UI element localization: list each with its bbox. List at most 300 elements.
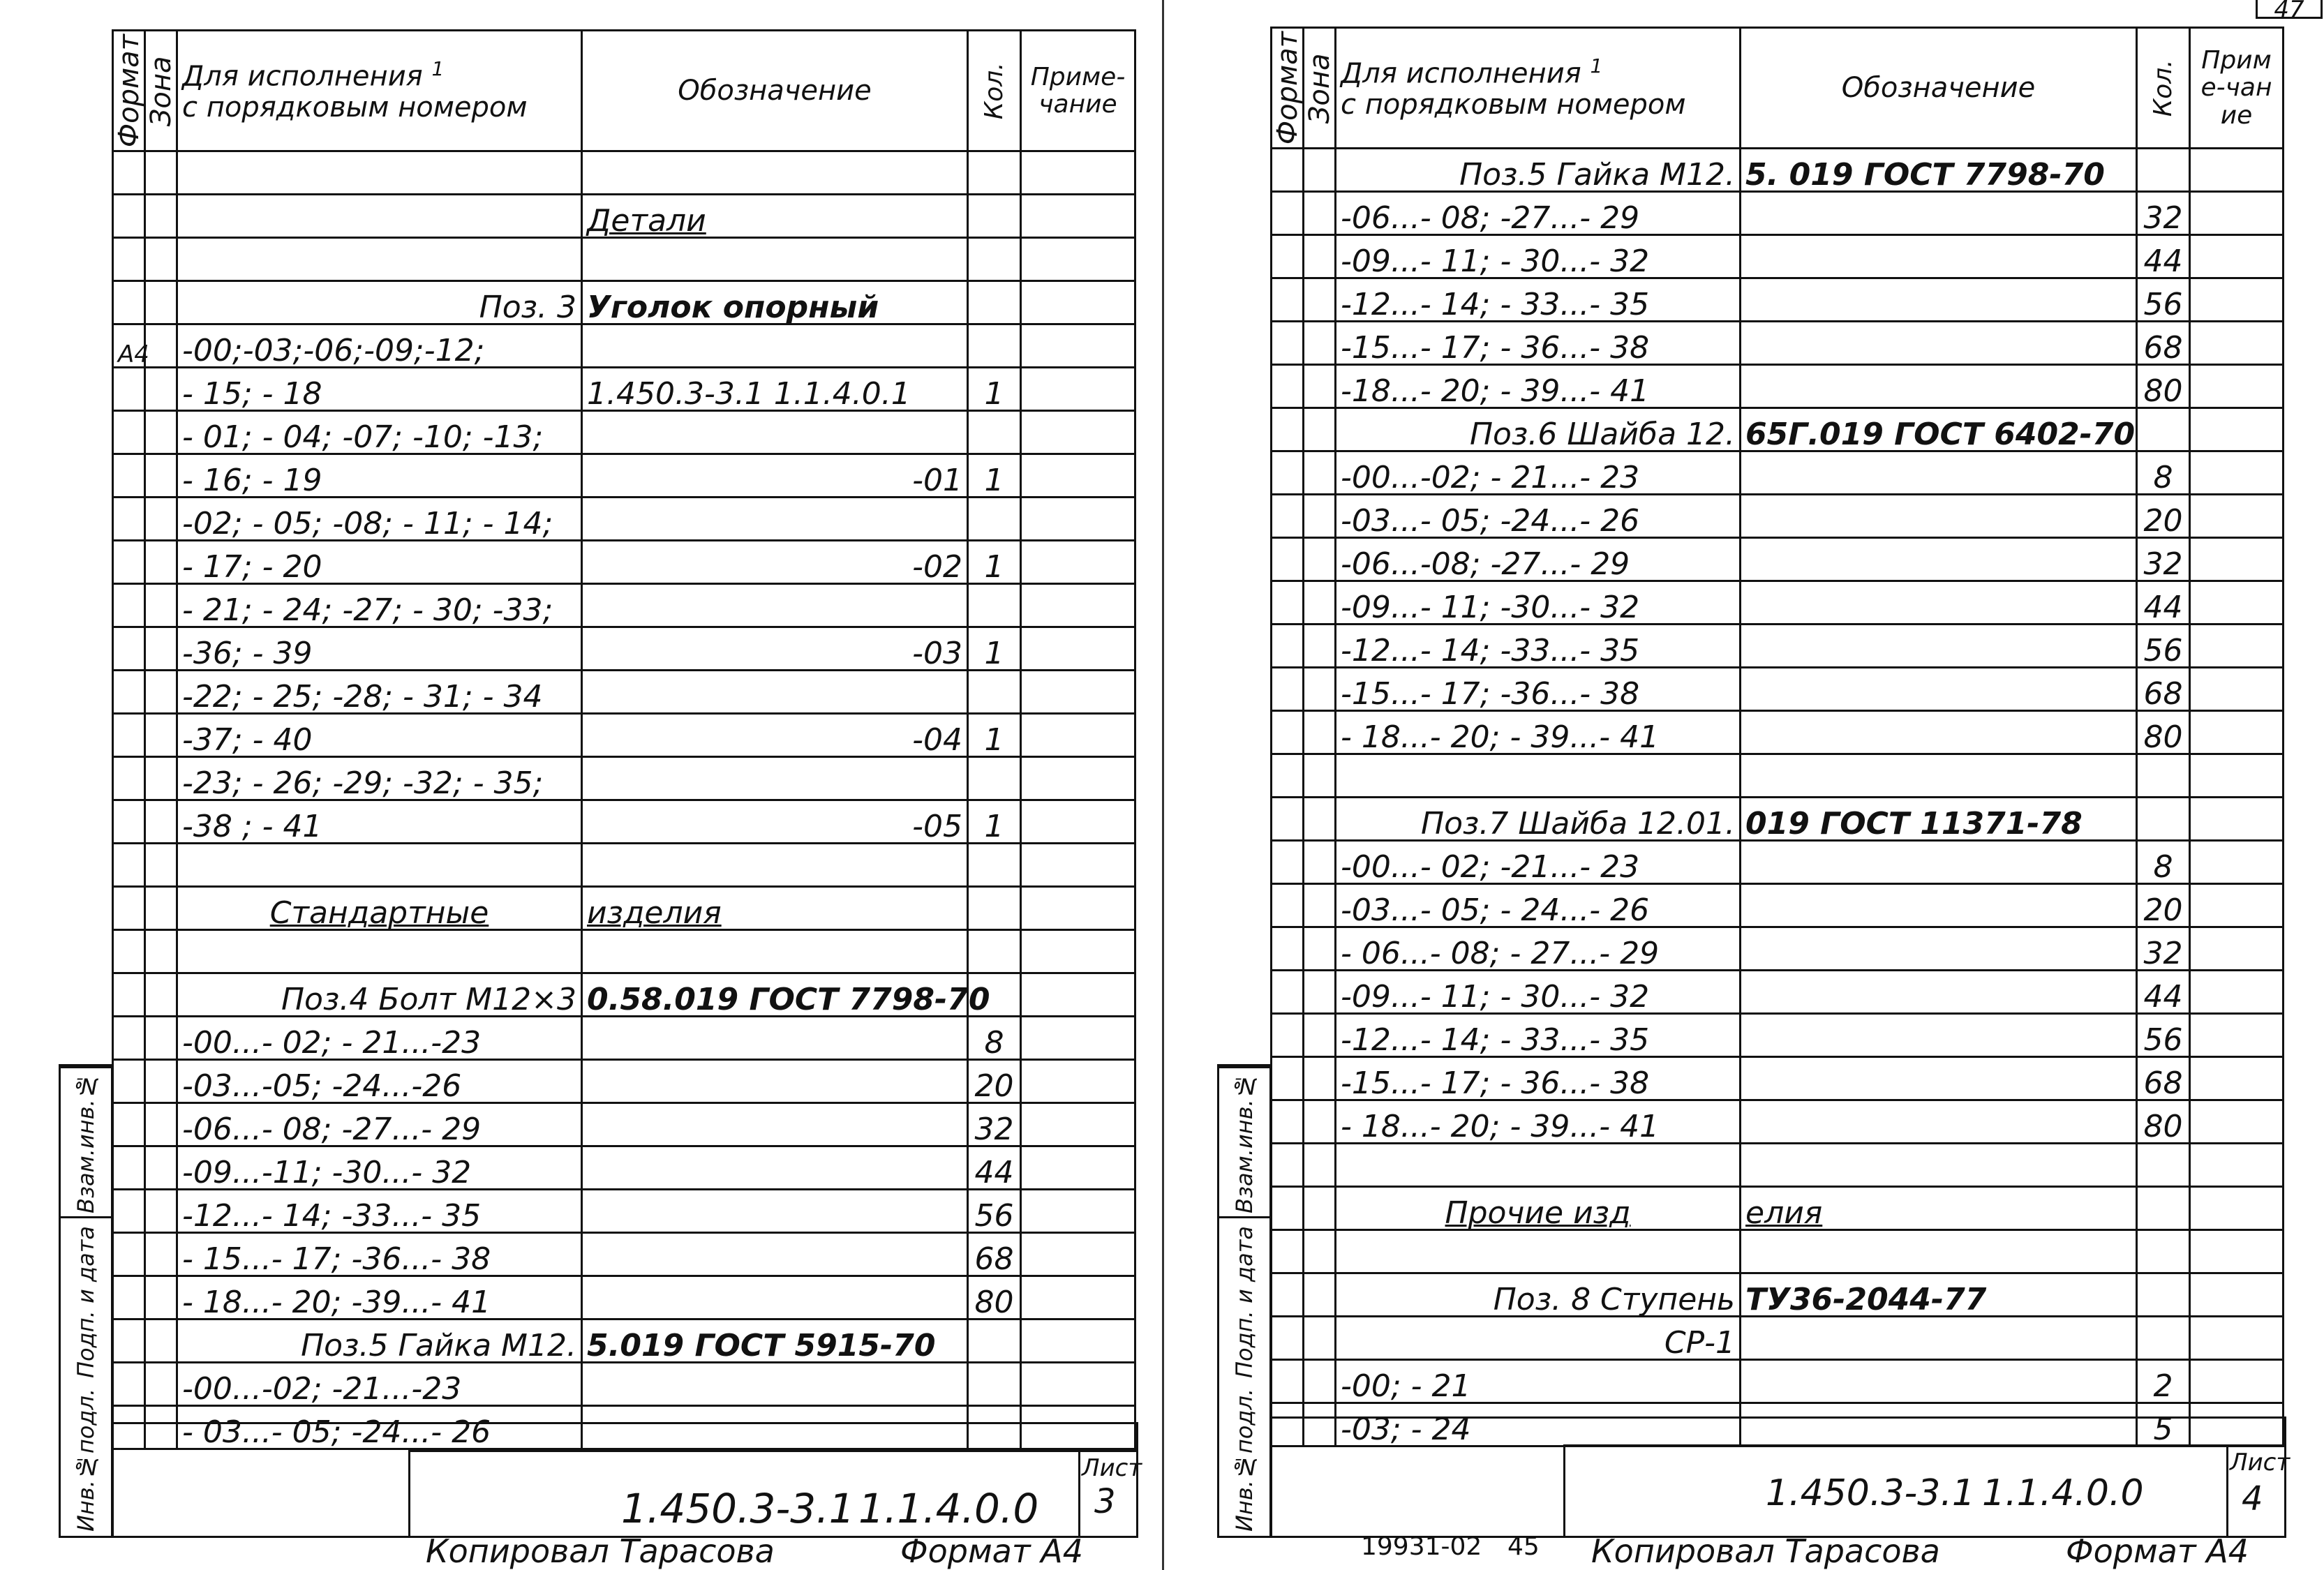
spec-row — [113, 1363, 1135, 1406]
designation-cell: изделия — [582, 887, 968, 930]
designation-cell: -04 — [582, 714, 968, 757]
format-cell — [113, 1233, 145, 1276]
left-doc-code-2: 1.1.4.0.0 — [858, 1485, 1039, 1532]
zone-cell — [1304, 192, 1336, 235]
execution-cell: - 17; - 20 — [177, 541, 582, 584]
qty-cell: 68 — [968, 1233, 1021, 1276]
qty-cell — [2137, 754, 2190, 798]
designation-cell — [1741, 927, 2137, 971]
designation-cell: Детали — [582, 195, 968, 238]
spec-row — [1272, 322, 2284, 365]
format-cell — [1272, 1144, 1304, 1187]
designation-cell — [1741, 754, 2137, 798]
format-cell — [113, 238, 145, 281]
spec-row — [1272, 408, 2284, 451]
qty-cell — [968, 195, 1021, 238]
spec-row — [1272, 1187, 2284, 1230]
note-cell — [2190, 1230, 2284, 1273]
zone-cell — [1304, 884, 1336, 927]
note-cell — [2190, 884, 2284, 927]
execution-cell — [1336, 754, 1741, 798]
zone-cell — [145, 584, 177, 627]
execution-cell: -12...- 14; - 33...- 35 — [1336, 1014, 1741, 1057]
note-cell — [1021, 1190, 1135, 1233]
qty-cell: 32 — [2137, 192, 2190, 235]
designation-cell — [1741, 581, 2137, 625]
format-cell — [113, 844, 145, 887]
note-cell — [1021, 757, 1135, 800]
spec-row — [113, 1017, 1135, 1060]
execution-cell: Поз.5 Гайка М12. — [1336, 149, 1741, 192]
qty-cell: 32 — [968, 1103, 1021, 1146]
right-spec-table — [1270, 27, 2284, 1447]
execution-cell — [177, 151, 582, 195]
format-cell — [1272, 149, 1304, 192]
note-cell — [1021, 627, 1135, 671]
designation-cell — [582, 1363, 968, 1406]
zone-cell — [145, 368, 177, 411]
note-cell — [1021, 1146, 1135, 1190]
execution-cell: -12...- 14; -33...- 35 — [1336, 625, 1741, 668]
format-cell — [1272, 322, 1304, 365]
execution-cell — [1336, 1230, 1741, 1273]
note-cell — [1021, 368, 1135, 411]
designation-cell: 0.58.019 ГОСТ 7798-70 — [582, 973, 968, 1017]
execution-cell: -03...-05; -24...-26 — [177, 1060, 582, 1103]
execution-cell: -15...- 17; -36...- 38 — [1336, 668, 1741, 711]
format-cell — [1272, 581, 1304, 625]
qty-cell — [968, 887, 1021, 930]
qty-cell: 56 — [2137, 625, 2190, 668]
execution-cell: -00;-03;-06;-09;-12; — [177, 324, 582, 368]
zone-cell — [1304, 841, 1336, 884]
qty-cell — [968, 281, 1021, 324]
note-cell — [2190, 538, 2284, 581]
table-header-row — [113, 31, 1135, 151]
spec-row — [113, 584, 1135, 627]
format-cell — [113, 757, 145, 800]
format-cell — [1272, 841, 1304, 884]
execution-cell: -06...- 08; -27...- 29 — [1336, 192, 1741, 235]
qty-cell: 1 — [968, 454, 1021, 498]
format-cell — [1272, 1360, 1304, 1403]
designation-cell: 5. 019 ГОСТ 7798-70 — [1741, 149, 2137, 192]
note-cell — [1021, 1233, 1135, 1276]
left-doc-code: 1.450.3-3.1 — [621, 1485, 855, 1532]
execution-cell: Поз. 3 — [177, 281, 582, 324]
spec-row — [113, 757, 1135, 800]
qty-cell — [968, 671, 1021, 714]
spec-row — [1272, 625, 2284, 668]
spec-row — [113, 454, 1135, 498]
qty-cell: 44 — [2137, 971, 2190, 1014]
qty-cell — [2137, 149, 2190, 192]
spec-row — [113, 324, 1135, 368]
format-cell — [113, 1103, 145, 1146]
format-cell — [1272, 798, 1304, 841]
header-designation: Обозначение — [582, 31, 968, 151]
spec-row — [1272, 1230, 2284, 1273]
header-qty: Кол. — [968, 31, 1021, 151]
qty-cell: 1 — [968, 627, 1021, 671]
format-cell — [1272, 495, 1304, 538]
execution-cell: СР-1 — [1336, 1317, 1741, 1360]
designation-cell: -03 — [582, 627, 968, 671]
format-cell — [113, 973, 145, 1017]
spec-row — [113, 1103, 1135, 1146]
format-cell — [1272, 1014, 1304, 1057]
zone-cell — [1304, 711, 1336, 754]
qty-cell — [968, 498, 1021, 541]
execution-cell — [177, 238, 582, 281]
zone-cell — [145, 627, 177, 671]
zone-cell — [1304, 235, 1336, 278]
zone-cell — [1304, 408, 1336, 451]
note-cell — [1021, 238, 1135, 281]
format-cell — [1272, 408, 1304, 451]
zone-cell — [1304, 1144, 1336, 1187]
format-cell — [113, 498, 145, 541]
designation-cell — [1741, 322, 2137, 365]
header-zone: Зона — [1304, 28, 1336, 149]
format-cell — [1272, 1187, 1304, 1230]
spec-row — [1272, 365, 2284, 408]
qty-cell — [968, 411, 1021, 454]
qty-cell: 32 — [2137, 538, 2190, 581]
format-cell — [1272, 754, 1304, 798]
format-cell — [113, 930, 145, 973]
execution-cell: -00...- 02; -21...- 23 — [1336, 841, 1741, 884]
note-cell — [1021, 281, 1135, 324]
qty-cell: 1 — [968, 800, 1021, 844]
spec-row — [113, 541, 1135, 584]
execution-cell: - 18...- 20; -39...- 41 — [177, 1276, 582, 1319]
format-cell — [113, 627, 145, 671]
spec-row — [113, 411, 1135, 454]
execution-cell: - 15; - 18 — [177, 368, 582, 411]
qty-cell — [968, 844, 1021, 887]
designation-cell — [582, 1017, 968, 1060]
spec-row — [1272, 451, 2284, 495]
format-cell — [1272, 235, 1304, 278]
qty-cell: 56 — [2137, 1014, 2190, 1057]
execution-cell: -03; - 24 — [1336, 1403, 1741, 1446]
designation-cell: 5.019 ГОСТ 5915-70 — [582, 1319, 968, 1363]
execution-cell: -00...-02; -21...-23 — [177, 1363, 582, 1406]
spec-row — [1272, 927, 2284, 971]
note-cell — [1021, 930, 1135, 973]
spec-row — [1272, 1100, 2284, 1144]
zone-cell — [1304, 278, 1336, 322]
note-cell — [2190, 149, 2284, 192]
designation-cell — [1741, 1230, 2137, 1273]
execution-cell: Поз.6 Шайба 12. — [1336, 408, 1741, 451]
spec-row — [113, 498, 1135, 541]
execution-cell: - 21; - 24; -27; - 30; -33; — [177, 584, 582, 627]
zone-cell — [145, 541, 177, 584]
spec-row — [113, 151, 1135, 195]
qty-cell — [2137, 798, 2190, 841]
execution-cell: -23; - 26; -29; -32; - 35; — [177, 757, 582, 800]
qty-cell: 44 — [2137, 581, 2190, 625]
right-footer-page: 45 — [1507, 1532, 1540, 1561]
qty-cell: 8 — [968, 1017, 1021, 1060]
designation-cell — [1741, 668, 2137, 711]
note-cell — [2190, 971, 2284, 1014]
note-cell — [2190, 1057, 2284, 1100]
spec-row — [1272, 149, 2284, 192]
note-cell — [1021, 1319, 1135, 1363]
spec-row — [1272, 1014, 2284, 1057]
spec-row — [113, 844, 1135, 887]
note-cell — [1021, 411, 1135, 454]
zone-cell — [1304, 1273, 1336, 1317]
format-cell — [113, 151, 145, 195]
designation-cell — [1741, 1057, 2137, 1100]
spec-row — [1272, 711, 2284, 754]
format-cell — [113, 714, 145, 757]
right-footer-number: 19931-02 — [1361, 1532, 1482, 1561]
right-sheet-number: 4 — [2242, 1479, 2263, 1518]
format-cell — [113, 411, 145, 454]
qty-cell — [2137, 1273, 2190, 1317]
qty-cell: 68 — [2137, 668, 2190, 711]
designation-cell — [582, 671, 968, 714]
note-cell — [2190, 278, 2284, 322]
note-cell — [1021, 671, 1135, 714]
execution-cell: - 18...- 20; - 39...- 41 — [1336, 1100, 1741, 1144]
qty-cell: 5 — [2137, 1403, 2190, 1446]
note-cell — [2190, 581, 2284, 625]
spec-row — [113, 887, 1135, 930]
designation-cell: -05 — [582, 800, 968, 844]
format-cell — [113, 1146, 145, 1190]
note-cell — [2190, 495, 2284, 538]
format-cell — [1272, 971, 1304, 1014]
designation-cell — [582, 1060, 968, 1103]
format-cell — [113, 1276, 145, 1319]
qty-cell — [2137, 1317, 2190, 1360]
note-cell — [2190, 754, 2284, 798]
execution-cell: -38 ; - 41 — [177, 800, 582, 844]
execution-cell: - 06...- 08; - 27...- 29 — [1336, 927, 1741, 971]
execution-cell: - 03...- 05; -24...- 26 — [177, 1406, 582, 1449]
format-cell — [113, 281, 145, 324]
spec-row — [1272, 668, 2284, 711]
designation-cell — [1741, 192, 2137, 235]
designation-cell — [582, 584, 968, 627]
zone-cell — [145, 714, 177, 757]
execution-cell: -09...-11; -30...- 32 — [177, 1146, 582, 1190]
format-cell — [113, 671, 145, 714]
execution-cell — [177, 195, 582, 238]
sidebar-signature-date: Подп. и дата — [61, 1216, 111, 1386]
zone-cell — [1304, 538, 1336, 581]
qty-cell: 56 — [2137, 278, 2190, 322]
zone-cell — [145, 1146, 177, 1190]
designation-cell — [582, 757, 968, 800]
note-cell — [2190, 798, 2284, 841]
qty-cell — [968, 238, 1021, 281]
zone-cell — [145, 324, 177, 368]
note-cell — [2190, 711, 2284, 754]
zone-cell — [1304, 1230, 1336, 1273]
note-cell — [2190, 927, 2284, 971]
designation-cell — [1741, 1317, 2137, 1360]
header-format: Формат — [113, 31, 145, 151]
designation-cell: Уголок опорный — [582, 281, 968, 324]
spec-row — [1272, 1273, 2284, 1317]
format-cell — [1272, 927, 1304, 971]
qty-cell: 44 — [968, 1146, 1021, 1190]
execution-cell — [1336, 1144, 1741, 1187]
execution-cell: Поз.4 Болт М12×3 — [177, 973, 582, 1017]
note-cell — [1021, 195, 1135, 238]
designation-cell — [1741, 495, 2137, 538]
note-cell — [1021, 1363, 1135, 1406]
spec-row — [1272, 538, 2284, 581]
spec-row — [113, 1060, 1135, 1103]
zone-cell — [145, 1276, 177, 1319]
zone-cell — [1304, 581, 1336, 625]
note-cell — [2190, 1273, 2284, 1317]
header-note: Приме-чание — [1021, 31, 1135, 151]
spec-row — [113, 1276, 1135, 1319]
note-cell — [2190, 192, 2284, 235]
header-exec-mark: 1 — [431, 57, 445, 81]
spec-row — [1272, 754, 2284, 798]
designation-cell — [1741, 538, 2137, 581]
designation-cell — [582, 151, 968, 195]
format-cell — [1272, 1317, 1304, 1360]
zone-cell — [145, 151, 177, 195]
qty-cell: 8 — [2137, 841, 2190, 884]
execution-cell: -09...- 11; - 30...- 32 — [1336, 235, 1741, 278]
note-cell — [1021, 800, 1135, 844]
qty-cell — [968, 1363, 1021, 1406]
spec-row — [1272, 1317, 2284, 1360]
zone-cell — [1304, 971, 1336, 1014]
zone-cell — [1304, 754, 1336, 798]
note-cell — [1021, 1017, 1135, 1060]
zone-cell — [1304, 625, 1336, 668]
right-footer-format: Формат А4 — [2066, 1532, 2249, 1570]
note-cell — [2190, 365, 2284, 408]
qty-cell: 2 — [2137, 1360, 2190, 1403]
zone-cell — [1304, 495, 1336, 538]
spec-row — [1272, 192, 2284, 235]
page-divider — [1162, 0, 1164, 1570]
note-cell — [1021, 973, 1135, 1017]
header-format: Формат — [1272, 28, 1304, 149]
qty-cell — [968, 584, 1021, 627]
designation-cell — [582, 1276, 968, 1319]
execution-cell: -36; - 39 — [177, 627, 582, 671]
sidebar-replacement-inv: Взам.инв.№ — [1219, 1066, 1269, 1218]
designation-cell — [1741, 711, 2137, 754]
qty-cell: 20 — [2137, 495, 2190, 538]
right-doc-code: 1.450.3-3.1 — [1766, 1472, 1975, 1514]
designation-cell: ТУ36-2044-77 — [1741, 1273, 2137, 1317]
zone-cell — [1304, 451, 1336, 495]
right-sidebar — [1217, 1064, 1272, 1538]
spec-row — [1272, 884, 2284, 927]
execution-cell: - 18...- 20; - 39...- 41 — [1336, 711, 1741, 754]
header-exec-mark: 1 — [1590, 54, 1603, 78]
format-cell — [1272, 668, 1304, 711]
sidebar-replacement-inv: Взам.инв.№ — [61, 1066, 111, 1218]
execution-cell: Прочие изд — [1336, 1187, 1741, 1230]
qty-cell: 1 — [968, 541, 1021, 584]
spec-row — [1272, 1057, 2284, 1100]
execution-cell: - 01; - 04; -07; -10; -13; — [177, 411, 582, 454]
spec-row — [113, 1190, 1135, 1233]
zone-cell — [1304, 1317, 1336, 1360]
designation-cell — [582, 1146, 968, 1190]
designation-cell — [1741, 884, 2137, 927]
zone-cell — [1304, 1360, 1336, 1403]
designation-cell: 1.450.3-3.1 1.1.4.0.1 — [582, 368, 968, 411]
zone-cell — [1304, 365, 1336, 408]
header-for-execution — [177, 31, 582, 151]
qty-cell: 1 — [968, 368, 1021, 411]
header-qty: Кол. — [2137, 28, 2190, 149]
qty-cell: 56 — [968, 1190, 1021, 1233]
qty-cell: 80 — [2137, 711, 2190, 754]
left-sidebar — [59, 1064, 113, 1538]
designation-cell — [1741, 1144, 2137, 1187]
qty-cell: 80 — [2137, 365, 2190, 408]
zone-cell — [145, 1190, 177, 1233]
sidebar-signature-date: Подп. и дата — [1219, 1216, 1269, 1386]
zone-cell — [1304, 1187, 1336, 1230]
execution-cell: -00...-02; - 21...- 23 — [1336, 451, 1741, 495]
zone-cell — [145, 1017, 177, 1060]
left-sheet-number: 3 — [1094, 1482, 1116, 1521]
note-cell — [1021, 151, 1135, 195]
note-cell — [2190, 1144, 2284, 1187]
designation-cell — [582, 1233, 968, 1276]
designation-cell — [1741, 365, 2137, 408]
spec-row — [113, 627, 1135, 671]
designation-cell — [1741, 1014, 2137, 1057]
spec-row — [113, 1146, 1135, 1190]
format-cell — [113, 1017, 145, 1060]
designation-cell — [1741, 841, 2137, 884]
zone-cell — [145, 1233, 177, 1276]
qty-cell: 1 — [968, 714, 1021, 757]
zone-cell — [145, 1060, 177, 1103]
execution-cell: -09...- 11; -30...- 32 — [1336, 581, 1741, 625]
format-cell: А4 — [113, 324, 145, 368]
header-designation: Обозначение — [1741, 28, 2137, 149]
qty-cell — [968, 930, 1021, 973]
note-cell — [1021, 887, 1135, 930]
zone-cell — [145, 1363, 177, 1406]
format-cell — [1272, 451, 1304, 495]
execution-cell: Стандартные — [177, 887, 582, 930]
left-footer-copied: Копировал Тарасова — [426, 1532, 775, 1570]
format-cell — [1272, 711, 1304, 754]
note-cell — [2190, 668, 2284, 711]
format-cell — [113, 1319, 145, 1363]
note-cell — [1021, 1103, 1135, 1146]
qty-cell — [2137, 1230, 2190, 1273]
zone-cell — [1304, 149, 1336, 192]
spec-row — [113, 195, 1135, 238]
qty-cell — [2137, 1187, 2190, 1230]
spec-row — [113, 281, 1135, 324]
